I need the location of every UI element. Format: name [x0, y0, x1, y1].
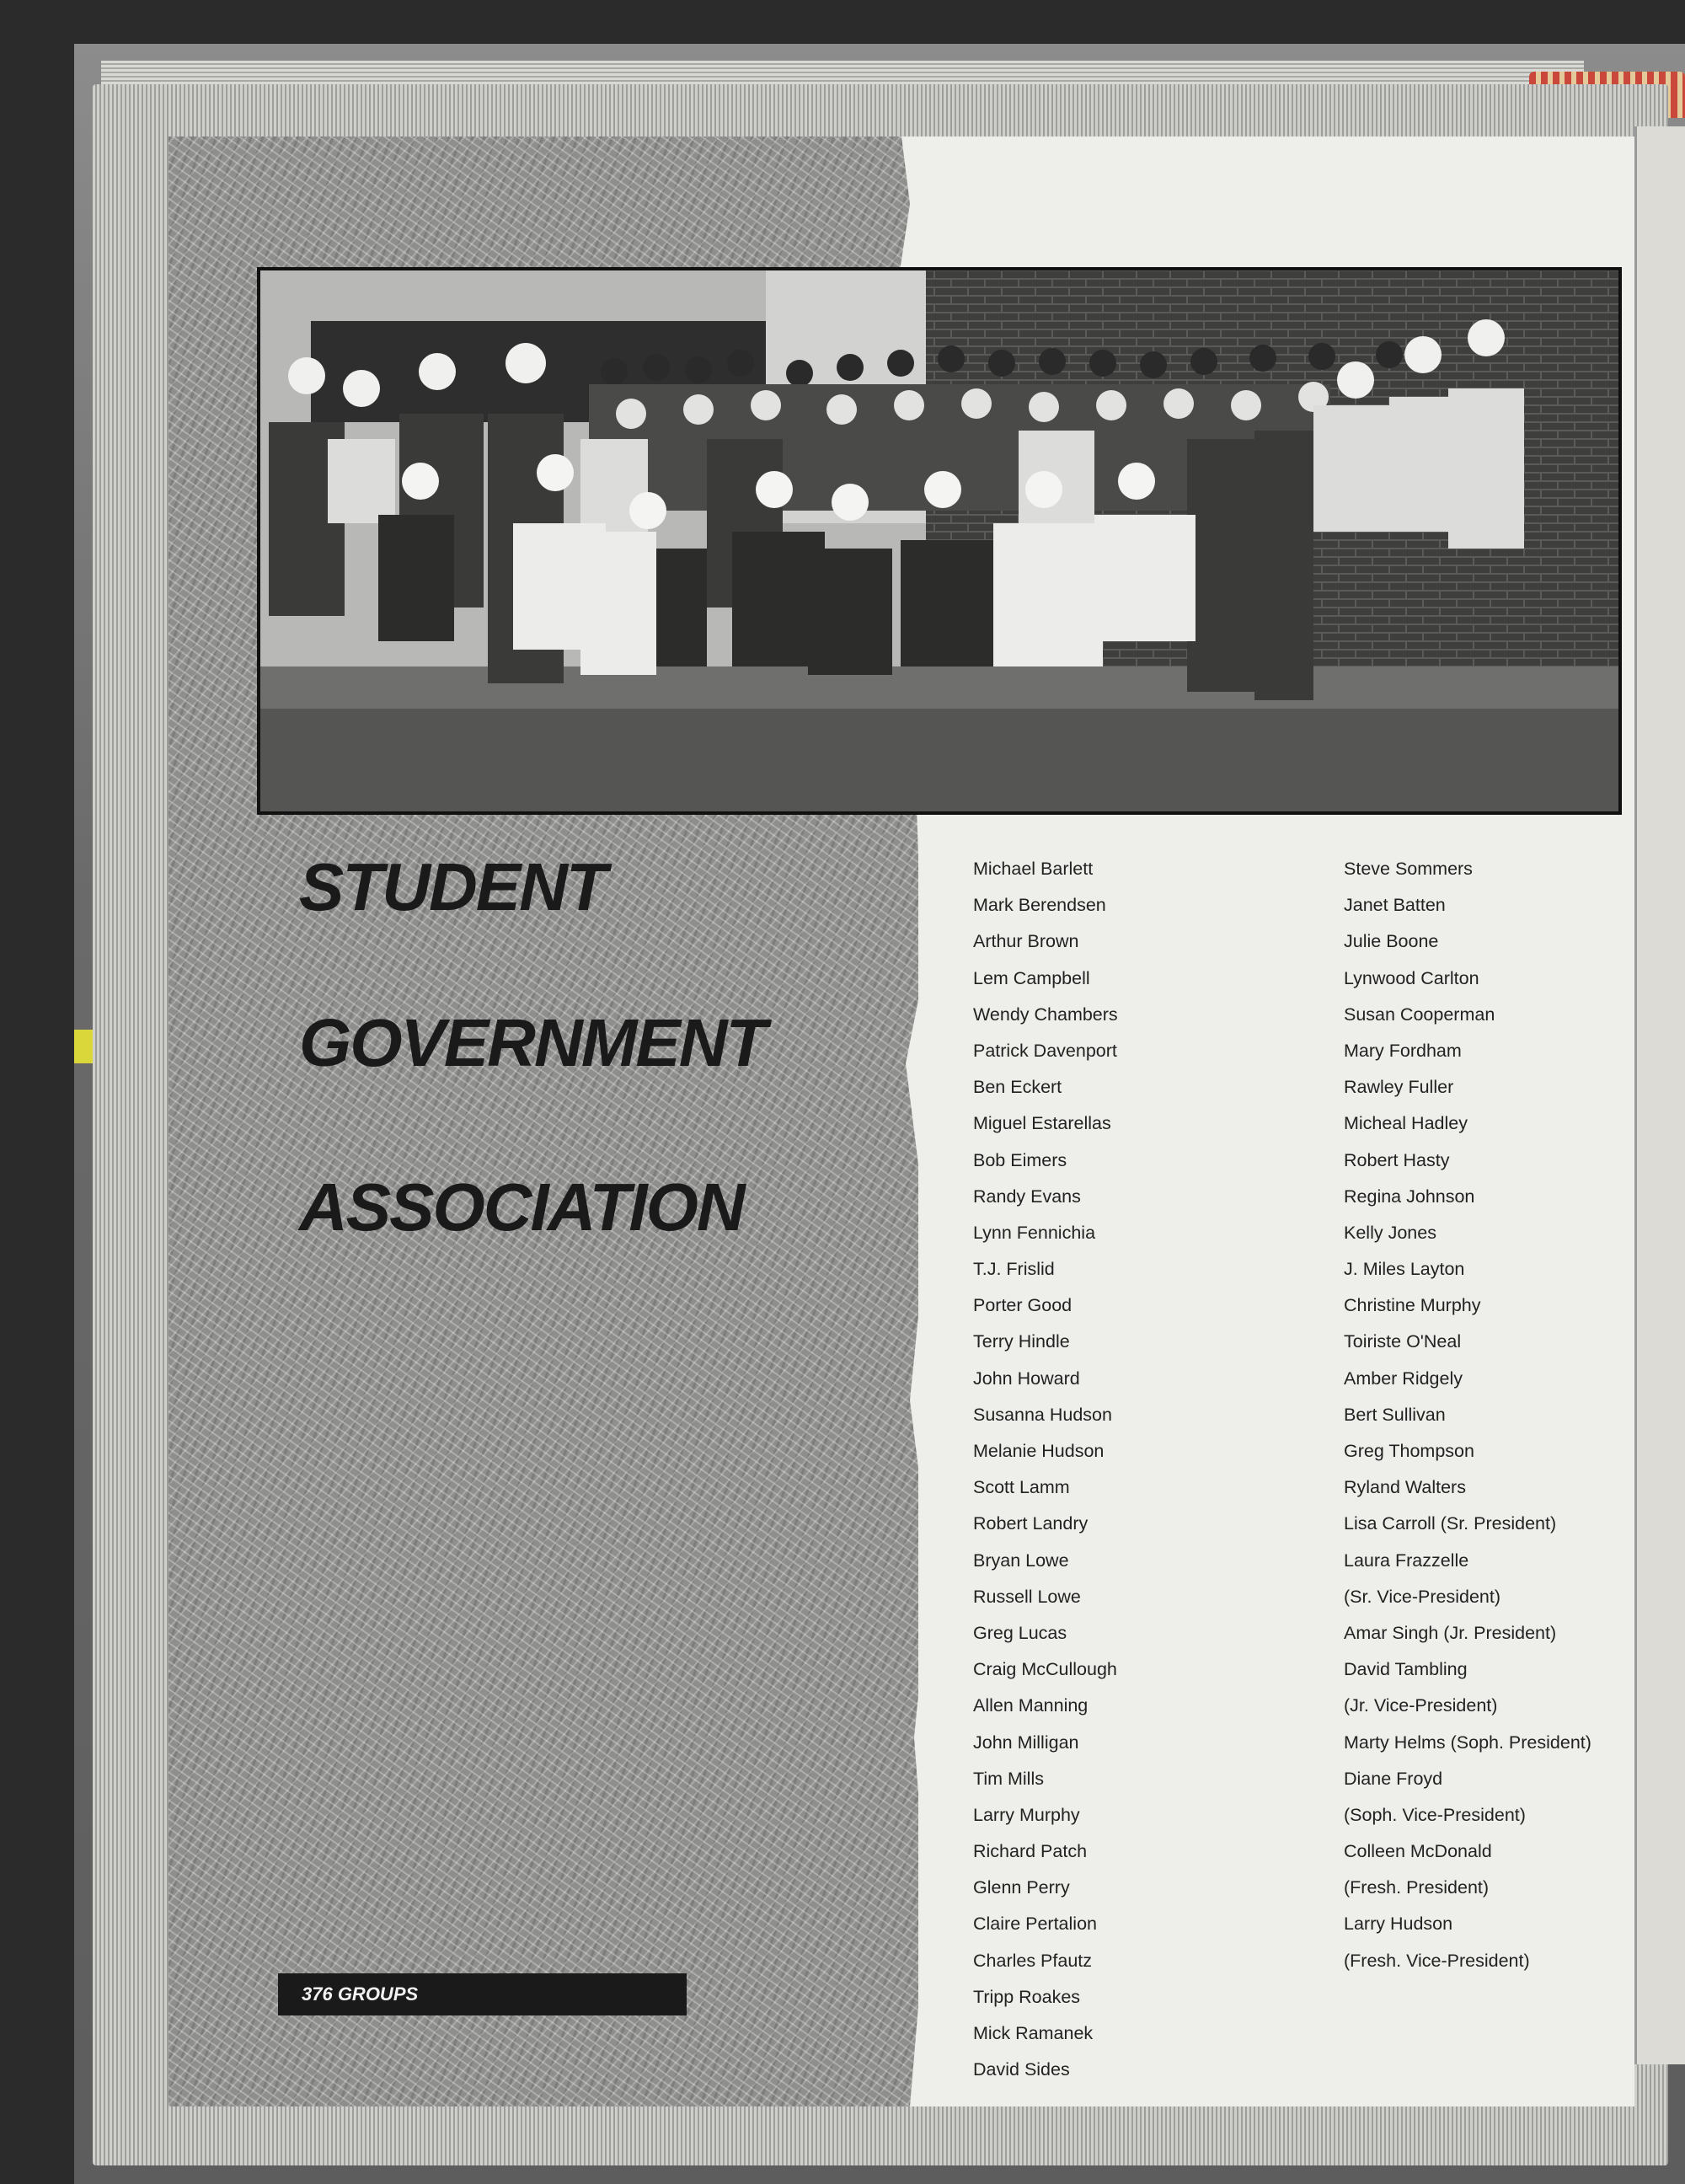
- roster-name: Scott Lamm: [973, 1477, 1070, 1498]
- roster-name: (Fresh. President): [1344, 1877, 1490, 1898]
- group-photo: [257, 267, 1622, 815]
- roster-name: Mick Ramanek: [973, 2023, 1094, 2043]
- roster-name: Allen Manning: [973, 1695, 1089, 1716]
- roster-name: Larry Hudson: [1344, 1914, 1453, 1935]
- roster-name: Julie Boone: [1344, 931, 1439, 952]
- roster-name: Richard Patch: [973, 1841, 1088, 1862]
- roster-name: David Tambling: [1344, 1659, 1468, 1680]
- roster-name: Lem Campbell: [973, 967, 1090, 988]
- roster-name: (Sr. Vice-President): [1344, 1586, 1501, 1607]
- roster-name: Lynwood Carlton: [1344, 967, 1479, 988]
- roster-name: Lynn Fennichia: [973, 1222, 1096, 1243]
- roster-name: Laura Frazzelle: [1344, 1550, 1469, 1571]
- roster-name: Claire Pertalion: [973, 1914, 1097, 1935]
- page-folio: 376 GROUPS: [278, 1973, 687, 2015]
- roster-name: Wendy Chambers: [973, 1004, 1118, 1025]
- roster-name: Amber Ridgely: [1344, 1368, 1463, 1389]
- roster-name: Glenn Perry: [973, 1877, 1070, 1898]
- roster-name: Porter Good: [973, 1295, 1073, 1316]
- roster-name: Arthur Brown: [973, 931, 1079, 952]
- roster-name: John Milligan: [973, 1732, 1079, 1753]
- roster-name: Christine Murphy: [1344, 1295, 1481, 1316]
- title-line-government: GOVERNMENT: [299, 1005, 766, 1080]
- roster-name: David Sides: [973, 2059, 1070, 2080]
- roster-name: Rawley Fuller: [1344, 1077, 1454, 1098]
- yearbook-page: [168, 136, 1634, 2106]
- roster-name: Greg Lucas: [973, 1622, 1067, 1643]
- roster-name: Marty Helms (Soph. President): [1344, 1732, 1591, 1753]
- roster-name: Ben Eckert: [973, 1077, 1062, 1098]
- roster-name: Micheal Hadley: [1344, 1113, 1468, 1134]
- roster-name: Miguel Estarellas: [973, 1113, 1111, 1134]
- roster-name: Susanna Hudson: [973, 1404, 1112, 1425]
- roster-name: Greg Thompson: [1344, 1441, 1474, 1461]
- roster-name: Patrick Davenport: [973, 1040, 1117, 1061]
- roster-name: (Fresh. Vice-President): [1344, 1950, 1530, 1971]
- roster-name: Diane Froyd: [1344, 1768, 1443, 1789]
- roster-name: (Soph. Vice-President): [1344, 1804, 1526, 1825]
- roster-name: Susan Cooperman: [1344, 1004, 1495, 1025]
- roster-name: Janet Batten: [1344, 895, 1446, 916]
- roster-name: Lisa Carroll (Sr. President): [1344, 1513, 1557, 1534]
- roster-name: Tripp Roakes: [973, 1986, 1081, 2007]
- group-photo-image: [260, 270, 1618, 811]
- facing-page-edge: [1634, 126, 1685, 2064]
- roster-name: Ryland Walters: [1344, 1477, 1466, 1498]
- roster-column-2: [1344, 851, 1591, 1979]
- roster-name: (Jr. Vice-President): [1344, 1695, 1498, 1716]
- roster-name: Charles Pfautz: [973, 1950, 1093, 1971]
- roster-name: T.J. Frislid: [973, 1259, 1055, 1280]
- roster-name: Randy Evans: [973, 1186, 1081, 1207]
- title-line-association: ASSOCIATION: [299, 1170, 744, 1245]
- roster-name: Bob Eimers: [973, 1149, 1067, 1170]
- roster-name: Amar Singh (Jr. President): [1344, 1622, 1557, 1643]
- roster-name: Bryan Lowe: [973, 1550, 1069, 1571]
- roster-name: John Howard: [973, 1368, 1080, 1389]
- roster-name: Larry Murphy: [973, 1804, 1080, 1825]
- roster-name: Michael Barlett: [973, 859, 1094, 879]
- roster-name: Toiriste O'Neal: [1344, 1331, 1462, 1352]
- roster-name: Steve Sommers: [1344, 859, 1473, 879]
- roster-name: Robert Landry: [973, 1513, 1089, 1534]
- roster-column-1: [973, 851, 1118, 2088]
- roster-name: Robert Hasty: [1344, 1149, 1450, 1170]
- roster-name: Bert Sullivan: [1344, 1404, 1446, 1425]
- roster-name: Melanie Hudson: [973, 1441, 1105, 1461]
- roster-name: J. Miles Layton: [1344, 1259, 1465, 1280]
- roster-name: Kelly Jones: [1344, 1222, 1436, 1243]
- roster-name: Tim Mills: [973, 1768, 1044, 1789]
- title-line-student: STUDENT: [299, 849, 606, 924]
- roster-name: Craig McCullough: [973, 1659, 1117, 1680]
- roster-name: Colleen McDonald: [1344, 1841, 1492, 1862]
- roster-name: Mary Fordham: [1344, 1040, 1462, 1061]
- roster-name: Terry Hindle: [973, 1331, 1070, 1352]
- roster-name: Russell Lowe: [973, 1586, 1081, 1607]
- roster-name: Mark Berendsen: [973, 895, 1106, 916]
- roster-name: Regina Johnson: [1344, 1186, 1475, 1207]
